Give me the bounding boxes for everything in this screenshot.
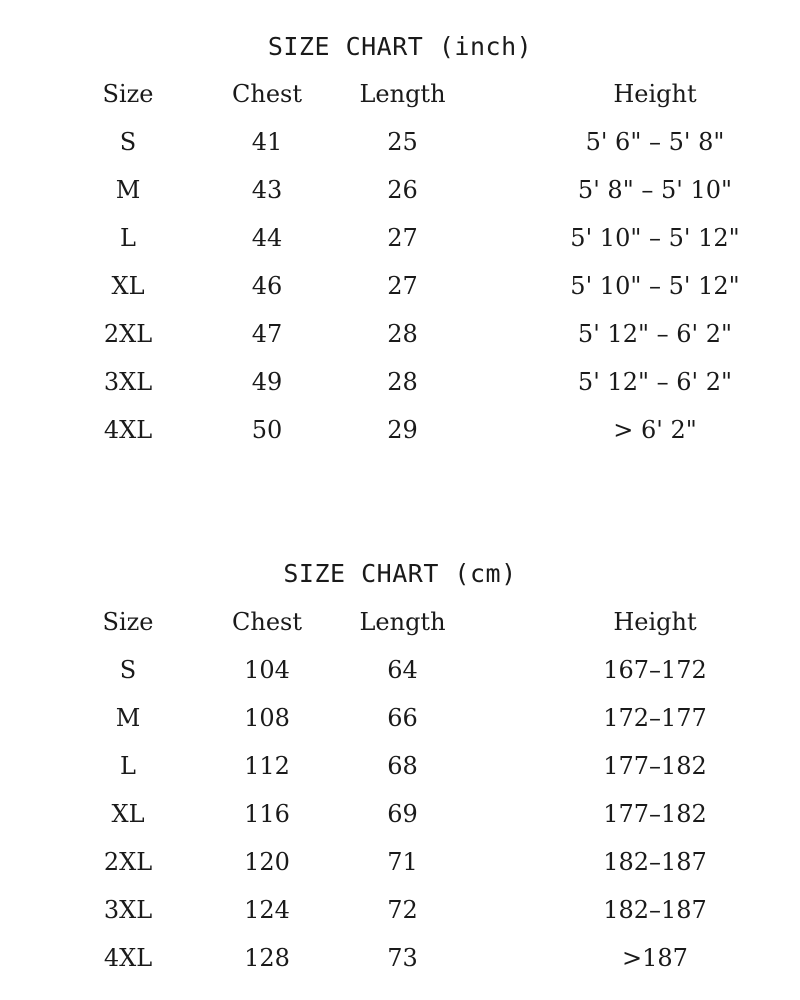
cell-height: 172–177 [603,704,707,732]
cell-chest: 120 [244,848,290,876]
cell-height: > 6' 2" [613,416,697,444]
cell-size: S [119,656,137,684]
table-row [0,749,800,783]
cell-height: 5' 8" – 5' 10" [577,176,733,204]
cell-height: 5' 6" – 5' 8" [585,128,725,156]
table-row [0,893,800,927]
cell-height: 5' 12" – 6' 2" [577,320,733,348]
cell-length: 28 [387,320,418,348]
cell-chest: 112 [244,752,290,780]
cell-chest: 46 [251,272,283,300]
header-length: Length [359,80,446,108]
table-row [0,701,800,735]
cell-height: 182–187 [603,896,707,924]
cell-length: 71 [387,848,418,876]
cell-size: M [115,176,141,204]
cell-size: 3XL [103,368,153,396]
cell-chest: 44 [251,224,283,252]
cell-chest: 41 [251,128,283,156]
cell-size: L [120,224,136,252]
cell-height: 167–172 [603,656,707,684]
table-row [0,413,800,447]
cell-chest: 124 [244,896,290,924]
cell-chest: 116 [244,800,290,828]
cell-height: 182–187 [603,848,707,876]
cell-length: 25 [387,128,418,156]
table-row [0,317,800,351]
cell-size: 4XL [103,944,153,972]
cell-size: 3XL [103,896,153,924]
table-row [0,845,800,879]
chart-title: SIZE CHART (inch) [267,32,533,61]
cell-height: 5' 12" – 6' 2" [577,368,733,396]
chart-title: SIZE CHART (cm) [283,559,517,588]
table-row [0,941,800,975]
header-size: Size [102,80,154,108]
cell-chest: 104 [244,656,290,684]
cell-size: M [115,704,141,732]
cell-length: 27 [387,224,418,252]
cell-size: 2XL [103,848,153,876]
cell-height: >187 [622,944,688,972]
cell-length: 72 [387,896,418,924]
table-row [0,653,800,687]
cell-length: 66 [387,704,418,732]
cell-size: L [120,752,136,780]
cell-length: 73 [387,944,418,972]
cell-length: 69 [387,800,418,828]
cell-chest: 50 [251,416,283,444]
cell-chest: 43 [251,176,283,204]
header-height: Height [613,608,697,636]
header-chest: Chest [232,608,302,636]
table-row [0,269,800,303]
table-row [0,125,800,159]
header-size: Size [102,608,154,636]
cell-chest: 108 [244,704,290,732]
table-row [0,797,800,831]
table-header-row [0,77,800,111]
cell-size: 2XL [103,320,153,348]
cell-chest: 49 [251,368,283,396]
table-header-row [0,605,800,639]
cell-length: 28 [387,368,418,396]
cell-length: 26 [387,176,418,204]
table-row [0,365,800,399]
cell-length: 29 [387,416,418,444]
cell-length: 64 [387,656,418,684]
cell-size: XL [111,272,145,300]
header-length: Length [359,608,446,636]
cell-height: 177–182 [603,752,707,780]
cell-height: 5' 10" – 5' 12" [570,272,740,300]
cell-length: 27 [387,272,418,300]
cell-height: 5' 10" – 5' 12" [570,224,740,252]
cell-size: 4XL [103,416,153,444]
table-row [0,221,800,255]
cell-size: XL [111,800,145,828]
cell-size: S [119,128,137,156]
header-height: Height [613,80,697,108]
cell-chest: 47 [251,320,283,348]
header-chest: Chest [232,80,302,108]
cell-length: 68 [387,752,418,780]
cell-chest: 128 [244,944,290,972]
cell-height: 177–182 [603,800,707,828]
table-row [0,173,800,207]
